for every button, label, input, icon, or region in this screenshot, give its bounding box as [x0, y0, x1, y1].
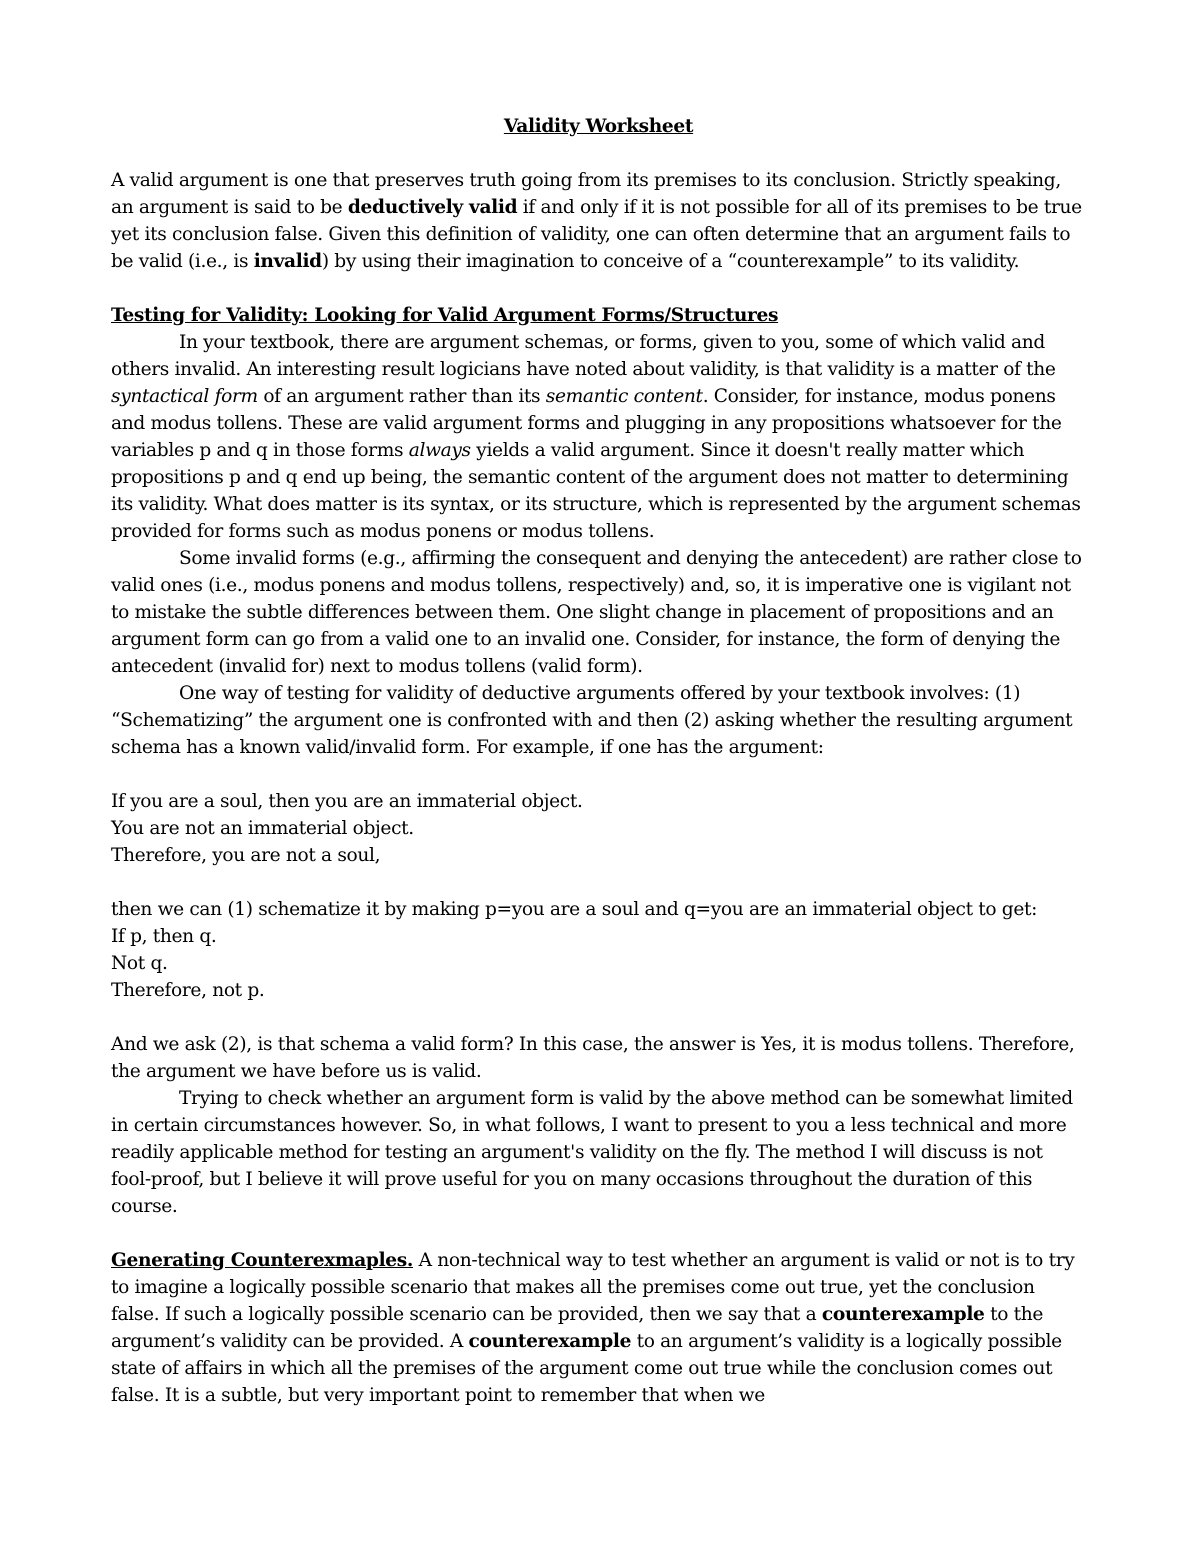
example-conclusion: Therefore, you are not a soul,	[111, 845, 381, 866]
term-semantic-content: semantic content	[545, 386, 703, 407]
example-premise-2: You are not an immaterial object.	[111, 818, 414, 839]
example-premise-1: If you are a soul, then you are an immaterial object.	[111, 791, 583, 812]
s2-text-3: to an argument’s validity is a logically possible state of affairs in which all the premises of the argument come out true while the conclusion comes out false. It is a subtle, but very important point to remember that when we	[111, 1331, 1062, 1406]
s2-text-2: to the argument’s validity can be provided. A	[111, 1304, 1044, 1352]
s1p1-text-1: In your textbook, there are argument schemas, or forms, given to you, some of which valid and others invalid. An interesting result logicians have noted about validity, is that validity is a matter of the	[111, 332, 1056, 380]
s2-text-1: A non-technical way to test whether an argument is valid or not is to try to imagine a logically possible scenario that makes all the premises come out true, yet the conclusion false. If such a logically possible scenario can be provided, then we say that a	[111, 1250, 1075, 1325]
schema-conclusion: Therefore, not p.	[111, 980, 265, 1001]
section1-paragraph-4: And we ask (2), is that schema a valid form? In this case, the answer is Yes, it is modus tollens. Therefore, the argument we have before us is valid.	[111, 1034, 1075, 1082]
intro-paragraph	[111, 167, 1086, 275]
term-counterexample-2: counterexample	[468, 1331, 632, 1352]
s1p1-text-3: . Consider, for instance, modus ponens and modus tollens. These are valid argument forms and plugging in any propositions whatsoever for the variables p and q in those forms	[111, 386, 1062, 461]
s1p1-text-2: of an argument rather than its	[257, 386, 546, 407]
section1-paragraph-1	[111, 329, 1086, 545]
s1p1-text-4: yields a valid argument. Since it doesn't really matter which propositions p and q end up being, the semantic content of the argument does not matter to determining its validity. What does matter is its syntax, or its structure, which is represented by the argument schemas provided for forms such as modus ponens or modus tollens.	[111, 440, 1081, 542]
document-title: Validity Worksheet	[503, 116, 694, 137]
schema-premise-2: Not q.	[111, 953, 168, 974]
section1-heading: Testing for Validity: Looking for Valid Argument Forms/Structures	[111, 305, 779, 326]
schema-block	[111, 896, 1086, 1004]
intro-text-3: ) by using their imagination to conceive of a “counterexample” to its validity.	[321, 251, 1020, 272]
intro-text-2: if and only if it is not possible for all of its premises to be true yet its conclusion false. Given this definition of validity, one can often determine that an argument fails to be valid (i.e., is	[111, 197, 1082, 272]
term-deductively-valid: deductively valid	[347, 197, 518, 218]
term-always: always	[408, 440, 471, 461]
schematize-intro: then we can (1) schematize it by making p=you are a soul and q=you are an immaterial object to get:	[111, 899, 1038, 920]
document-page	[111, 111, 1086, 1409]
intro-text-1: A valid argument is one that preserves truth going from its premises to its conclusion. Strictly speaking, an argument is said to be	[111, 170, 1061, 218]
section2-heading: Generating Counterexmaples.	[111, 1250, 414, 1271]
schema-premise-1: If p, then q.	[111, 926, 217, 947]
term-counterexample-1: counterexample	[821, 1304, 985, 1325]
section2-paragraph	[111, 1247, 1086, 1409]
example-argument	[111, 788, 1086, 869]
term-invalid: invalid	[253, 251, 322, 272]
section1-paragraph-2: Some invalid forms (e.g., affirming the consequent and denying the antecedent) are rather close to valid ones (i.e., modus ponens and modus tollens, respectively) and, so, it is imperative one is vigilant not to mistake the subtle differences between them. One slight change in placement of propositions and an argument form can go from a valid one to an invalid one. Consider, for instance, the form of denying the antecedent (invalid for) next to modus tollens (valid form).	[111, 548, 1082, 677]
section1-paragraph-5: Trying to check whether an argument form is valid by the above method can be somewhat limited in certain circumstances however. So, in what follows, I want to present to you a less technical and more readily applicable method for testing an argument's validity on the fly. The method I will discuss is not fool-proof, but I believe it will prove useful for you on many occasions throughout the duration of this course.	[111, 1088, 1073, 1217]
term-syntactical-form: syntactical form	[111, 386, 258, 407]
section1-paragraph-3: One way of testing for validity of deductive arguments offered by your textbook involves: (1) “Schematizing” the argument one is confronted with and then (2) asking whether the resulting argument schema has a known valid/invalid form. For example, if one has the argument:	[111, 683, 1073, 758]
